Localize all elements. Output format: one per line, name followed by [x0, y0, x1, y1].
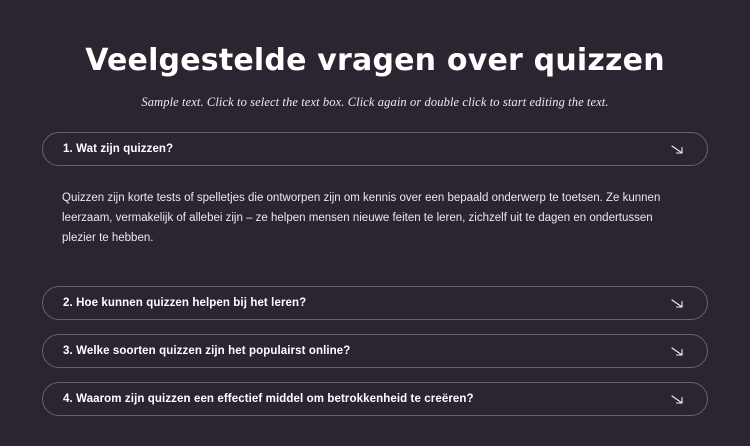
chevron-down-icon[interactable]: [669, 391, 685, 407]
faq-item: [42, 132, 708, 252]
section-spacer: [42, 260, 708, 286]
faq-list: [42, 132, 708, 416]
page-title: Veelgestelde vragen over quizzen: [85, 43, 665, 78]
page-subtitle: Sample text. Click to select the text box. Click again or double click to start editing the text.: [141, 94, 609, 109]
faq-item: [42, 382, 708, 416]
faq-item: [42, 334, 708, 368]
faq-question-label: 2. Hoe kunnen quizzen helpen bij het leren?: [63, 296, 307, 309]
faq-question-label: 3. Welke soorten quizzen zijn het populairst online?: [63, 344, 351, 357]
faq-answer-1: Quizzen zijn korte tests of spelletjes die ontworpen zijn om kennis over een bepaald onderwerp te toetsen. Ze kunnen leerzaam, vermakelijk of allebei zijn – ze helpen mensen nieuwe feiten te leren, zichzelf uit te dagen en ondertussen plezier te hebben.: [62, 191, 661, 244]
faq-header-3[interactable]: [42, 334, 708, 368]
faq-header-1[interactable]: [42, 132, 708, 166]
chevron-down-icon[interactable]: [669, 141, 685, 157]
faq-question-label: 4. Waarom zijn quizzen een effectief middel om betrokkenheid te creëren?: [63, 392, 474, 405]
chevron-down-icon[interactable]: [669, 295, 685, 311]
faq-question-label: 1. Wat zijn quizzen?: [63, 142, 174, 155]
faq-item: [42, 286, 708, 320]
chevron-down-icon[interactable]: [669, 343, 685, 359]
faq-header-2[interactable]: [42, 286, 708, 320]
faq-header-4[interactable]: [42, 382, 708, 416]
